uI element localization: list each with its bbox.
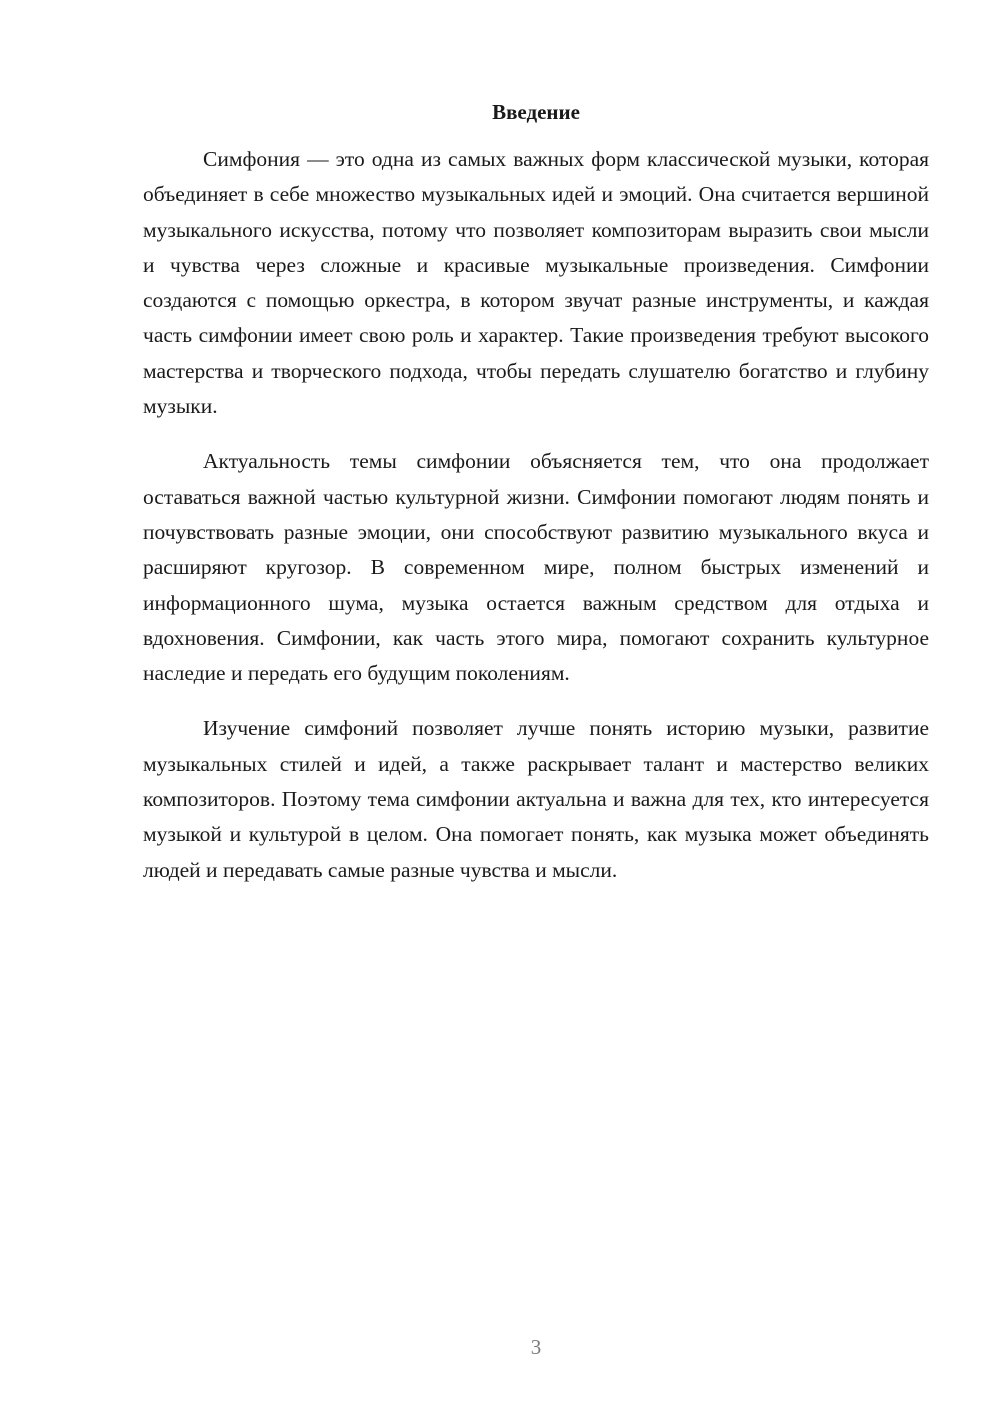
paragraph-intro: Симфония — это одна из самых важных форм классической музыки, которая объединяет в себе множество музыкальных идей и эмоций. Она считается вершиной музыкального искусства, потому что позволяет композиторам выразить свои мысли и чувства через сложные и красивые музыкальные произведения. Симфонии создаются с помощью оркестра, в котором звучат разные инструменты, и каждая часть симфонии имеет свою роль и характер. Такие произведения требуют высокого мастерства и творческого подхода, чтобы передать слушателю богатство и глубину музыки. — [143, 147, 929, 419]
paragraph-relevance: Актуальность темы симфонии объясняется тем, что она продолжает оставаться важной частью культурной жизни. Симфонии помогают людям понять и почувствовать разные эмоции, они способствуют развитию музыкального вкуса и расширяют кругозор. В современном мире, полном быстрых изменений и информационного шума, музыка остается важным средством для отдыха и вдохновения. Симфонии, как часть этого мира, помогают сохранить культурное наследие и передать его будущим поколениям. — [143, 449, 929, 686]
page-number: 3 — [530, 1335, 542, 1359]
body-text — [143, 142, 929, 908]
page-heading: Введение — [492, 100, 580, 124]
paragraph-study: Изучение симфоний позволяет лучше понять историю музыки, развитие музыкальных стилей и идей, а также раскрывает талант и мастерство великих композиторов. Поэтому тема симфонии актуальна и важна для тех, кто интересуется музыкой и культурой в целом. Она помогает понять, как музыка может объединять людей и передавать самые разные чувства и мысли. — [143, 716, 929, 882]
